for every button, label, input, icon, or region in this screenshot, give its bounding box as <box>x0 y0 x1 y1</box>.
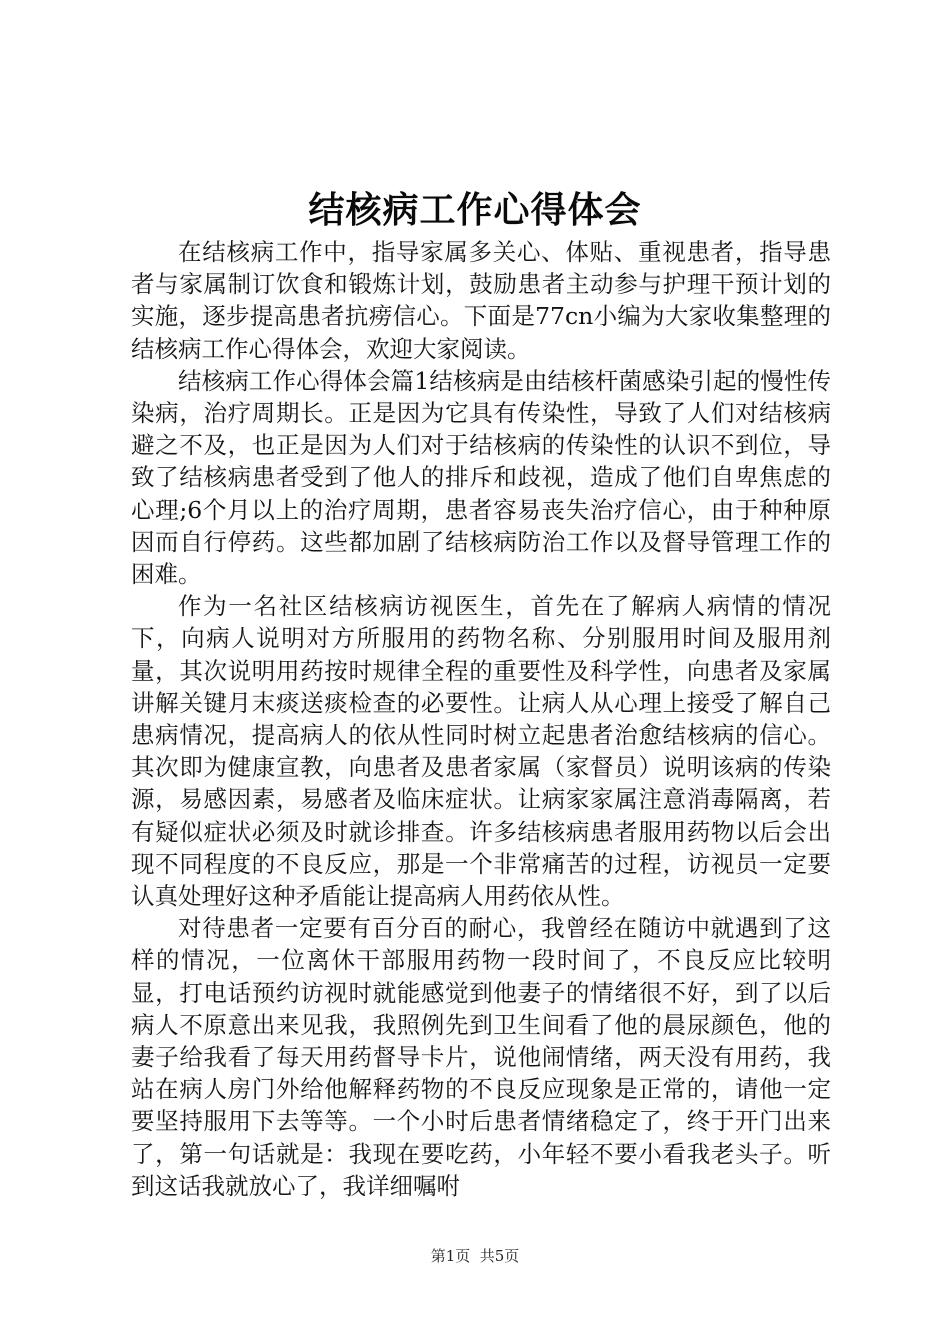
paragraph-intro: 在结核病工作中，指导家属多关心、体贴、重视患者，指导患者与家属制订饮食和锻炼计划，鼓励患者主动参与护理干预计划的实施，逐步提高患者抗痨信心。下面是77cn小编为大家收集整理的结核病工作心得体会，欢迎大家阅读。 <box>131 238 831 363</box>
paragraph-article-1: 结核病工作心得体会篇1结核病是由结核杆菌感染引起的慢性传染病，治疗周期长。正是因为它具有传染性，导致了人们对结核病避之不及，也正是因为人们对于结核病的传染性的认识不到位，导致了结核病患者受到了他人的排斥和歧视，造成了他们自卑焦虑的心理;6个月以上的治疗周期，患者容易丧失治疗信心，由于种种原因而自行停药。这些都加剧了结核病防治工作以及督导管理工作的困难。 <box>131 366 831 589</box>
page-number-footer: 第1页 共5页 <box>430 1247 520 1265</box>
paragraph-patience: 对待患者一定要有百分百的耐心，我曾经在随访中就遇到了这样的情况，一位离休干部服用药物一段时间了，不良反应比较明显，打电话预约访视时就能感觉到他妻子的情绪很不好，到了以后病人不原意出来见我，我照例先到卫生间看了他的晨尿颜色，他的妻子给我看了每天用药督导卡片，说他闹情绪，两天没有用药，我站在病人房门外给他解释药物的不良反应现象是正常的，请他一定要坚持服用下去等等。一个小时后患者情绪稳定了，终于开门出来了，第一句话就是：我现在要吃药，小年轻不要小看我老头子。听到这话我就放心了，我详细嘱咐 <box>131 914 831 1200</box>
document-body <box>131 236 831 1202</box>
paragraph-visit-doctor: 作为一名社区结核病访视医生，首先在了解病人病情的情况下，向病人说明对方所服用的药物名称、分别服用时间及服用剂量，其次说明用药按时规律全程的重要性及科学性，向患者及家属讲解关键月末痰送痰检查的必要性。让病人从心理上接受了解自己患病情况，提高病人的依从性同时树立起患者治愈结核病的信心。其次即为健康宣教，向患者及患者家属（家督员）说明该病的传染源，易感因素，易感者及临床症状。让病家家属注意消毒隔离，若有疑似症状必须及时就诊排查。许多结核病患者服用药物以后会出现不同程度的不良反应，那是一个非常痛苦的过程，访视员一定要认真处理好这种矛盾能让提高病人用药依从性。 <box>131 592 831 911</box>
document-title: 结核病工作心得体会 <box>308 189 642 231</box>
